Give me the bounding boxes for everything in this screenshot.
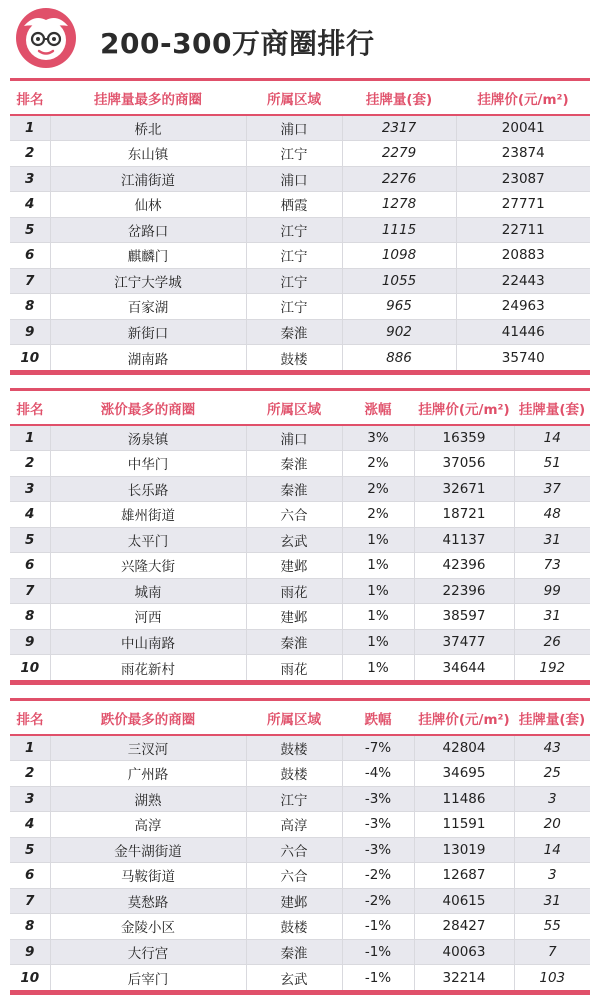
table-cell: 51 bbox=[514, 451, 590, 477]
table-cell: 中山南路 bbox=[50, 629, 246, 655]
table-cell: 14 bbox=[514, 425, 590, 451]
table-cell: 鼓楼 bbox=[246, 345, 342, 371]
table-header-row bbox=[10, 391, 590, 425]
table-row bbox=[10, 115, 590, 141]
table-cell: -3% bbox=[342, 812, 414, 838]
column-header: 跌价最多的商圈 bbox=[50, 701, 246, 735]
table-cell: 浦口 bbox=[246, 166, 342, 192]
table-cell: 23087 bbox=[456, 166, 590, 192]
column-header: 跌幅 bbox=[342, 701, 414, 735]
table-row bbox=[10, 294, 590, 320]
table-cell: 7 bbox=[514, 939, 590, 965]
table-cell: 金牛湖街道 bbox=[50, 837, 246, 863]
table-cell: 902 bbox=[342, 319, 456, 345]
table-cell: 20041 bbox=[456, 115, 590, 141]
rank-cell: 5 bbox=[10, 217, 50, 243]
table-cell: 江宁 bbox=[246, 786, 342, 812]
price-drop-table bbox=[10, 698, 590, 995]
table-cell: 24963 bbox=[456, 294, 590, 320]
rank-cell: 6 bbox=[10, 863, 50, 889]
table-cell: 建邺 bbox=[246, 553, 342, 579]
table-row bbox=[10, 761, 590, 787]
table-cell: 73 bbox=[514, 553, 590, 579]
table-cell: 湖南路 bbox=[50, 345, 246, 371]
table-row bbox=[10, 476, 590, 502]
table-cell: 192 bbox=[514, 655, 590, 681]
table-row bbox=[10, 141, 590, 167]
table-cell: 2276 bbox=[342, 166, 456, 192]
table-cell: 2% bbox=[342, 451, 414, 477]
table-header-row bbox=[10, 81, 590, 115]
table-row bbox=[10, 425, 590, 451]
table-cell: 鼓楼 bbox=[246, 735, 342, 761]
table-cell: 马鞍街道 bbox=[50, 863, 246, 889]
table-cell: 鼓楼 bbox=[246, 761, 342, 787]
table-cell: 965 bbox=[342, 294, 456, 320]
rank-cell: 1 bbox=[10, 735, 50, 761]
rank-cell: 4 bbox=[10, 812, 50, 838]
table-cell: 22711 bbox=[456, 217, 590, 243]
table-cell: 2317 bbox=[342, 115, 456, 141]
table-body bbox=[10, 735, 590, 990]
rank-cell: 7 bbox=[10, 888, 50, 914]
table-cell: 1% bbox=[342, 629, 414, 655]
rank-cell: 1 bbox=[10, 425, 50, 451]
table-cell: 浦口 bbox=[246, 425, 342, 451]
table-cell: 新街口 bbox=[50, 319, 246, 345]
rank-cell: 5 bbox=[10, 527, 50, 553]
table-cell: 42804 bbox=[414, 735, 514, 761]
table-cell: 103 bbox=[514, 965, 590, 991]
rank-cell: 3 bbox=[10, 166, 50, 192]
table-row bbox=[10, 192, 590, 218]
listing-volume-table bbox=[10, 78, 590, 375]
rank-cell: 10 bbox=[10, 965, 50, 991]
table-row bbox=[10, 243, 590, 269]
table-row bbox=[10, 863, 590, 889]
table-cell: 1% bbox=[342, 578, 414, 604]
column-header: 排名 bbox=[10, 81, 50, 115]
column-header: 挂牌价(元/m²) bbox=[456, 81, 590, 115]
table-row bbox=[10, 527, 590, 553]
table-cell: 后宰门 bbox=[50, 965, 246, 991]
rank-cell: 6 bbox=[10, 553, 50, 579]
column-header: 挂牌价(元/m²) bbox=[414, 701, 514, 735]
table-cell: 37477 bbox=[414, 629, 514, 655]
table-cell: 雨花 bbox=[246, 578, 342, 604]
table-cell: 仙林 bbox=[50, 192, 246, 218]
rank-cell: 9 bbox=[10, 319, 50, 345]
table-cell: 高淳 bbox=[50, 812, 246, 838]
table-cell: 中华门 bbox=[50, 451, 246, 477]
table-cell: 23874 bbox=[456, 141, 590, 167]
table-cell: 江宁 bbox=[246, 217, 342, 243]
table-cell: 浦口 bbox=[246, 115, 342, 141]
table-cell: 3% bbox=[342, 425, 414, 451]
table-cell: 百家湖 bbox=[50, 294, 246, 320]
table-cell: 江宁 bbox=[246, 268, 342, 294]
table-cell: 城南 bbox=[50, 578, 246, 604]
table-cell: 1115 bbox=[342, 217, 456, 243]
table-cell: -2% bbox=[342, 863, 414, 889]
table-row bbox=[10, 735, 590, 761]
table-cell: 55 bbox=[514, 914, 590, 940]
table-cell: 江浦街道 bbox=[50, 166, 246, 192]
table-cell: 广州路 bbox=[50, 761, 246, 787]
table-bottom-rule bbox=[10, 680, 590, 685]
table-cell: 27771 bbox=[456, 192, 590, 218]
table-row bbox=[10, 166, 590, 192]
table-cell: 秦淮 bbox=[246, 319, 342, 345]
rank-cell: 9 bbox=[10, 939, 50, 965]
rank-cell: 4 bbox=[10, 502, 50, 528]
table-cell: 河西 bbox=[50, 604, 246, 630]
page-title: 200-300万商圈排行 bbox=[100, 27, 375, 60]
table-cell: 35740 bbox=[456, 345, 590, 371]
table-cell: 1% bbox=[342, 553, 414, 579]
table-cell: 11486 bbox=[414, 786, 514, 812]
rank-cell: 2 bbox=[10, 141, 50, 167]
table-cell: 99 bbox=[514, 578, 590, 604]
table-cell: 40063 bbox=[414, 939, 514, 965]
table-cell: -2% bbox=[342, 888, 414, 914]
table-cell: 玄武 bbox=[246, 965, 342, 991]
table-cell: 12687 bbox=[414, 863, 514, 889]
table-cell: 32671 bbox=[414, 476, 514, 502]
rank-cell: 2 bbox=[10, 451, 50, 477]
rank-cell: 8 bbox=[10, 914, 50, 940]
table-cell: 1055 bbox=[342, 268, 456, 294]
table-body bbox=[10, 425, 590, 680]
table-cell: 11591 bbox=[414, 812, 514, 838]
column-header: 所属区域 bbox=[246, 391, 342, 425]
table-row bbox=[10, 812, 590, 838]
table-cell: 麒麟门 bbox=[50, 243, 246, 269]
table-cell: 20 bbox=[514, 812, 590, 838]
table-cell: 雨花 bbox=[246, 655, 342, 681]
table-cell: 汤泉镇 bbox=[50, 425, 246, 451]
table-cell: 兴隆大街 bbox=[50, 553, 246, 579]
table-cell: 桥北 bbox=[50, 115, 246, 141]
table-row bbox=[10, 578, 590, 604]
table-row bbox=[10, 451, 590, 477]
table-row bbox=[10, 939, 590, 965]
table-cell: 43 bbox=[514, 735, 590, 761]
column-header: 排名 bbox=[10, 701, 50, 735]
cartoon-mascot-icon bbox=[14, 6, 78, 70]
table-cell: 1% bbox=[342, 527, 414, 553]
table-cell: 3 bbox=[514, 863, 590, 889]
table-cell: 东山镇 bbox=[50, 141, 246, 167]
rank-cell: 10 bbox=[10, 655, 50, 681]
table-cell: 三汊河 bbox=[50, 735, 246, 761]
table-cell: 雨花新村 bbox=[50, 655, 246, 681]
table-cell: -1% bbox=[342, 939, 414, 965]
table-row bbox=[10, 837, 590, 863]
rank-cell: 8 bbox=[10, 604, 50, 630]
table-cell: 2% bbox=[342, 502, 414, 528]
table-cell: 六合 bbox=[246, 837, 342, 863]
table-row bbox=[10, 604, 590, 630]
table-cell: 886 bbox=[342, 345, 456, 371]
table-cell: -3% bbox=[342, 837, 414, 863]
table-cell: 长乐路 bbox=[50, 476, 246, 502]
rank-cell: 2 bbox=[10, 761, 50, 787]
table-cell: 31 bbox=[514, 888, 590, 914]
table-body bbox=[10, 115, 590, 370]
table-cell: 1% bbox=[342, 655, 414, 681]
table-cell: 28427 bbox=[414, 914, 514, 940]
table-cell: 秦淮 bbox=[246, 476, 342, 502]
column-header: 涨幅 bbox=[342, 391, 414, 425]
table-row bbox=[10, 502, 590, 528]
table-row bbox=[10, 786, 590, 812]
rank-cell: 10 bbox=[10, 345, 50, 371]
column-header: 挂牌价(元/m²) bbox=[414, 391, 514, 425]
table-bottom-rule bbox=[10, 370, 590, 375]
column-header: 挂牌量(套) bbox=[342, 81, 456, 115]
rank-cell: 3 bbox=[10, 476, 50, 502]
rank-cell: 7 bbox=[10, 268, 50, 294]
table-row bbox=[10, 553, 590, 579]
table-cell: 16359 bbox=[414, 425, 514, 451]
table-cell: 22443 bbox=[456, 268, 590, 294]
table-cell: 雄州街道 bbox=[50, 502, 246, 528]
table-row bbox=[10, 345, 590, 371]
table-cell: 六合 bbox=[246, 502, 342, 528]
table-cell: 38597 bbox=[414, 604, 514, 630]
rank-cell: 3 bbox=[10, 786, 50, 812]
table-cell: 六合 bbox=[246, 863, 342, 889]
page-header bbox=[0, 0, 600, 80]
table-cell: 2279 bbox=[342, 141, 456, 167]
table-cell: 岔路口 bbox=[50, 217, 246, 243]
table-cell: 25 bbox=[514, 761, 590, 787]
table-cell: 14 bbox=[514, 837, 590, 863]
rank-cell: 1 bbox=[10, 115, 50, 141]
table-cell: 江宁 bbox=[246, 243, 342, 269]
table-cell: 48 bbox=[514, 502, 590, 528]
table-cell: 42396 bbox=[414, 553, 514, 579]
table-row bbox=[10, 319, 590, 345]
table-cell: -7% bbox=[342, 735, 414, 761]
table-row bbox=[10, 629, 590, 655]
table-row bbox=[10, 888, 590, 914]
table-row bbox=[10, 217, 590, 243]
table-cell: -1% bbox=[342, 965, 414, 991]
table-cell: 41446 bbox=[456, 319, 590, 345]
rank-cell: 9 bbox=[10, 629, 50, 655]
table-row bbox=[10, 268, 590, 294]
table-cell: 37056 bbox=[414, 451, 514, 477]
table-cell: 江宁 bbox=[246, 294, 342, 320]
table-cell: 34695 bbox=[414, 761, 514, 787]
table-cell: 31 bbox=[514, 604, 590, 630]
table-cell: 13019 bbox=[414, 837, 514, 863]
column-header: 所属区域 bbox=[246, 81, 342, 115]
table-header-row bbox=[10, 701, 590, 735]
table-cell: 20883 bbox=[456, 243, 590, 269]
table-cell: 栖霞 bbox=[246, 192, 342, 218]
table-cell: 鼓楼 bbox=[246, 914, 342, 940]
table-cell: 32214 bbox=[414, 965, 514, 991]
table-cell: 金陵小区 bbox=[50, 914, 246, 940]
table-cell: 26 bbox=[514, 629, 590, 655]
rank-cell: 5 bbox=[10, 837, 50, 863]
table-row bbox=[10, 914, 590, 940]
rank-cell: 7 bbox=[10, 578, 50, 604]
table-cell: 湖熟 bbox=[50, 786, 246, 812]
table-cell: 1% bbox=[342, 604, 414, 630]
table-cell: 31 bbox=[514, 527, 590, 553]
table-cell: 22396 bbox=[414, 578, 514, 604]
table-cell: 江宁 bbox=[246, 141, 342, 167]
table-cell: 秦淮 bbox=[246, 451, 342, 477]
table-cell: 玄武 bbox=[246, 527, 342, 553]
table-cell: 秦淮 bbox=[246, 939, 342, 965]
table-cell: 建邺 bbox=[246, 888, 342, 914]
table-row bbox=[10, 965, 590, 991]
table-cell: 大行宫 bbox=[50, 939, 246, 965]
table-row bbox=[10, 655, 590, 681]
table-cell: 建邺 bbox=[246, 604, 342, 630]
column-header: 涨价最多的商圈 bbox=[50, 391, 246, 425]
table-cell: 莫愁路 bbox=[50, 888, 246, 914]
table-cell: 34644 bbox=[414, 655, 514, 681]
column-header: 挂牌量(套) bbox=[514, 391, 590, 425]
rank-cell: 8 bbox=[10, 294, 50, 320]
table-cell: 3 bbox=[514, 786, 590, 812]
column-header: 排名 bbox=[10, 391, 50, 425]
table-cell: -4% bbox=[342, 761, 414, 787]
table-cell: 1098 bbox=[342, 243, 456, 269]
column-header: 所属区域 bbox=[246, 701, 342, 735]
table-cell: 40615 bbox=[414, 888, 514, 914]
table-cell: -3% bbox=[342, 786, 414, 812]
table-cell: -1% bbox=[342, 914, 414, 940]
rank-cell: 4 bbox=[10, 192, 50, 218]
table-cell: 江宁大学城 bbox=[50, 268, 246, 294]
table-cell: 37 bbox=[514, 476, 590, 502]
rank-cell: 6 bbox=[10, 243, 50, 269]
column-header: 挂牌量最多的商圈 bbox=[50, 81, 246, 115]
table-bottom-rule bbox=[10, 990, 590, 995]
table-cell: 1278 bbox=[342, 192, 456, 218]
table-cell: 秦淮 bbox=[246, 629, 342, 655]
table-cell: 41137 bbox=[414, 527, 514, 553]
price-rise-table bbox=[10, 388, 590, 685]
column-header: 挂牌量(套) bbox=[514, 701, 590, 735]
table-cell: 太平门 bbox=[50, 527, 246, 553]
table-cell: 2% bbox=[342, 476, 414, 502]
table-cell: 18721 bbox=[414, 502, 514, 528]
table-cell: 高淳 bbox=[246, 812, 342, 838]
